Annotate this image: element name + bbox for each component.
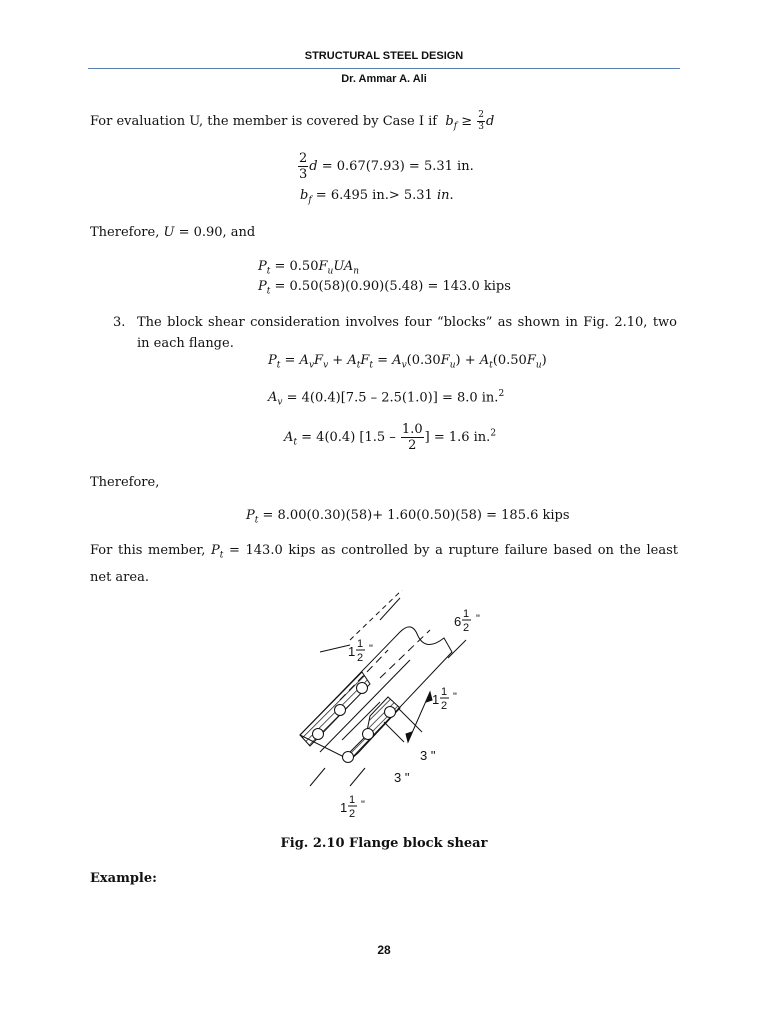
- para-therefore-u: Therefore, U = 0.90, and: [90, 225, 256, 240]
- dim-3-lower: 3 ": [394, 770, 410, 785]
- dim-top-left-whole: 1: [348, 644, 356, 659]
- svg-text:1: 1: [441, 686, 448, 698]
- header-author: Dr. Ammar A. Ali: [341, 73, 427, 85]
- bolt-hole-2: [335, 705, 346, 716]
- bf-symbol: $b_f$: [445, 114, 458, 132]
- fraction-one-half: $\frac{1.0}{2}$: [401, 422, 423, 453]
- fraction-two-thirds: $\frac{2}{3}$: [478, 110, 484, 132]
- equation-bf: $b_f = 6.495$ in.> 5.31 in.: [300, 188, 454, 206]
- example-label: Example:: [90, 871, 157, 886]
- svg-text:": ": [453, 691, 457, 703]
- svg-text:1: 1: [463, 608, 470, 620]
- para-therefore: Therefore,: [90, 475, 160, 490]
- para-case-i: [90, 111, 494, 138]
- dim-3-upper: 3 ": [420, 748, 436, 763]
- equation-at: $A_t = 4(0.4)$ [1.5 – $\frac{1.0}{2}$ ] = 1.6 in.$^2$: [284, 422, 497, 453]
- bolt-hole-6: [343, 752, 354, 763]
- bolt-hole-4: [385, 707, 396, 718]
- bolt-hole-5: [363, 729, 374, 740]
- svg-text:2: 2: [463, 622, 470, 634]
- list-item-number: 3.: [113, 315, 126, 330]
- equation-pt-value: $P_t = 0.50(58)(0.90)(5.48) = 143.0$ kips: [258, 279, 511, 297]
- header-rule: [88, 68, 680, 69]
- svg-text:": ": [476, 613, 480, 625]
- fraction-two-thirds: $\frac{2}{3}$: [299, 151, 308, 182]
- dim-right-whole: 1: [432, 692, 440, 707]
- ge-symbol: ≥: [461, 114, 473, 129]
- svg-text:2: 2: [357, 652, 364, 664]
- para-conclusion: For this member, $P_t = 143.0$ kips as controlled by a rupture failure based on the least net area.: [90, 543, 678, 585]
- para-case-i-text: For evaluation U, the member is covered by Case I if: [90, 114, 438, 129]
- svg-text:2: 2: [441, 700, 448, 712]
- d-symbol: d: [485, 114, 495, 129]
- equation-pt-formula: $P_t = 0.50F_uUA_n$: [258, 259, 360, 277]
- svg-text:1: 1: [349, 794, 356, 806]
- svg-text:": ": [361, 799, 365, 811]
- equation-block-shear: $P_t = A_vF_v + A_tF_t = A_v(0.30F_u) + A_t(0.50F_u)$: [268, 353, 547, 371]
- list-item-block-shear: The block shear consideration involves four “blocks” as shown in Fig. 2.10, two in each flange.: [137, 315, 677, 351]
- equation-av: $A_v = 4(0.4)[7.5 - 2.5(1.0)] = 8.0$ in.$^2$: [268, 389, 505, 408]
- flange-block-shear-figure: [280, 590, 490, 830]
- svg-text:2: 2: [349, 808, 356, 820]
- bolt-hole-3: [313, 729, 324, 740]
- svg-text:": ": [369, 643, 373, 655]
- header-title: STRUCTURAL STEEL DESIGN: [304, 50, 464, 62]
- equation-two-thirds-d: $\frac{2}{3}$ d = 0.67(7.93) = 5.31 in.: [299, 151, 474, 182]
- figure-caption: Fig. 2.10 Flange block shear: [280, 836, 488, 851]
- dim-6-half-whole: 6: [454, 614, 462, 629]
- dim-bottom-whole: 1: [340, 800, 348, 815]
- bolt-hole-1: [357, 683, 368, 694]
- svg-text:1: 1: [357, 638, 364, 650]
- page-number: 28: [377, 943, 391, 957]
- equation-pt-block-shear: $P_t = 8.00(0.30)(58)+ 1.60(0.50)(58) = 185.6$ kips: [246, 508, 570, 526]
